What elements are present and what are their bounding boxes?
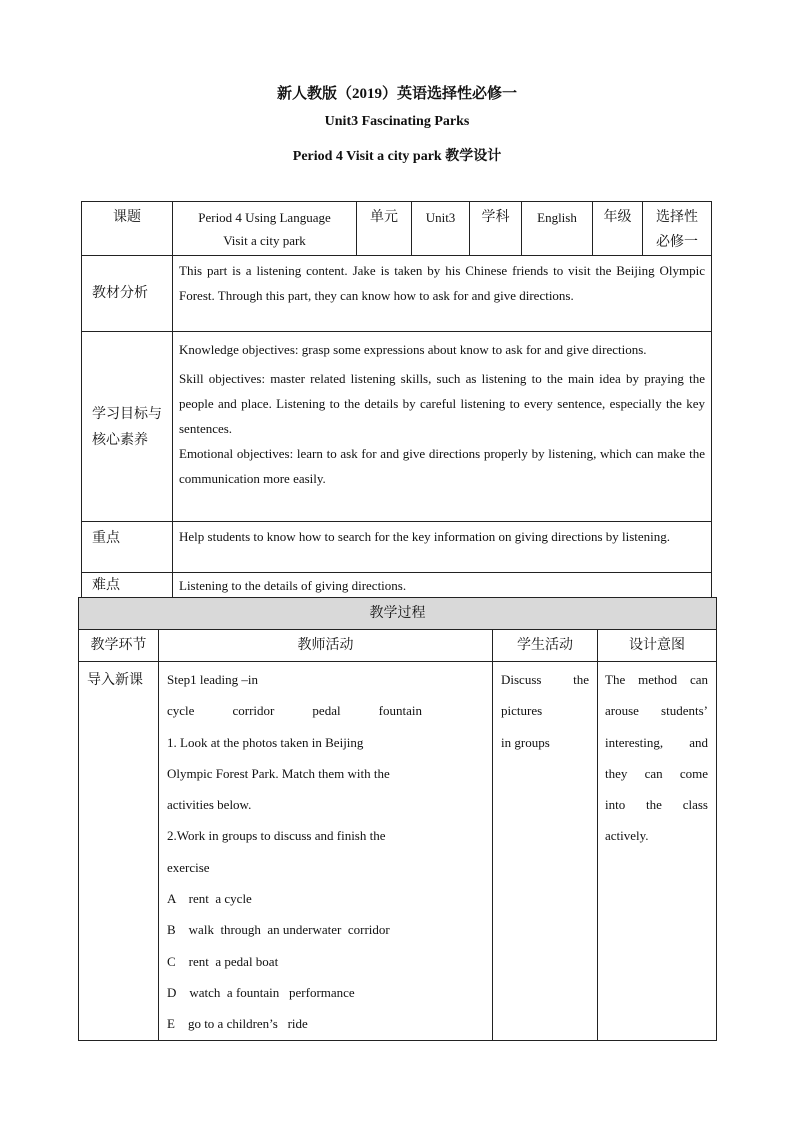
objectives-label: 学习目标与核心素养 [82, 332, 173, 522]
grade-line2: 必修一 [656, 234, 698, 250]
col-design: 设计意图 [598, 630, 717, 662]
option-a: A rent a cycle [167, 891, 252, 907]
topic-line2: Visit a city park [223, 233, 306, 248]
teaching-process-table [78, 597, 717, 1041]
key-text: Help students to know how to search for the key information on giving directions by listening. [173, 522, 712, 573]
word-fountain: fountain [378, 703, 422, 719]
design-line5: into the class [605, 797, 708, 813]
objectives-knowledge: Knowledge objectives: grasp some expressions about know to ask for and give directions. [179, 342, 647, 357]
grade-label: 年级 [593, 202, 643, 256]
key-row [82, 522, 712, 573]
difficult-text: Listening to the details of giving directions. [173, 573, 712, 601]
key-label: 重点 [82, 522, 173, 573]
teacher-step: Step1 leading –in [167, 672, 258, 687]
objectives-text [173, 332, 712, 522]
design-line2: arouse students’ [605, 703, 708, 719]
design-line3: interesting, and [605, 734, 708, 750]
process-header: 教学过程 [79, 598, 717, 630]
unit-value: Unit3 [412, 202, 470, 256]
option-b: B walk through an underwater corridor [167, 922, 390, 938]
col-stage: 教学环节 [79, 630, 159, 662]
analysis-row [82, 256, 712, 332]
teacher-q2-line1: 2.Work in groups to discuss and finish the [167, 828, 386, 844]
topic-label: 课题 [82, 202, 173, 256]
difficult-label: 难点 [82, 573, 173, 601]
lesson-info-table [81, 201, 712, 601]
word-corridor: corridor [232, 703, 275, 719]
word-cycle: cycle [167, 703, 195, 719]
period-title: Period 4 Visit a city park 教学设计 [292, 149, 502, 164]
objectives-emotional: Emotional objectives: learn to ask for and give directions properly by listening, which can make the communication more easily. [179, 446, 705, 486]
process-header-row [79, 598, 717, 630]
grade-line1: 选择性 [656, 209, 698, 225]
teacher-q1-line2: Olympic Forest Park. Match them with the [167, 765, 390, 781]
objectives-row [82, 332, 712, 522]
unit-title: Unit3 Fascinating Parks [324, 114, 470, 129]
teacher-q1-line3: activities below. [167, 797, 252, 813]
design-line1: The method can [605, 672, 708, 687]
subject-value: English [522, 202, 593, 256]
topic-line1: Period 4 Using Language [198, 210, 331, 225]
teacher-activity-cell [159, 662, 493, 1041]
document-title: 新人教版（2019）英语选择性必修一 [276, 86, 517, 102]
analysis-text: This part is a listening content. Jake is taken by his Chinese friends to visit the Beijing Olympic Forest. Through this part, they can know how to ask for and give directions. [173, 256, 712, 332]
teacher-words [167, 695, 422, 726]
grade-value [643, 202, 712, 256]
student-line2: pictures [501, 703, 543, 719]
process-column-row [79, 630, 717, 662]
design-intent-cell [598, 662, 717, 1041]
option-c: C rent a pedal boat [167, 953, 279, 969]
col-student: 学生活动 [493, 630, 598, 662]
unit-label: 单元 [357, 202, 412, 256]
student-activity-cell [493, 662, 598, 1041]
objectives-skill: Skill objectives: master related listening skills, such as listening to the main idea by praying the people and place. Listening to the details by careful listening to every sentence, especially the key sentences. [179, 371, 705, 436]
subject-label: 学科 [470, 202, 522, 256]
student-line3: in groups [501, 734, 550, 750]
design-line4: they can come [605, 765, 708, 781]
process-row-lead-in [79, 662, 717, 1041]
option-e: E go to a children’s ride [167, 1016, 308, 1032]
col-teacher: 教师活动 [159, 630, 493, 662]
option-d: D watch a fountain performance [167, 984, 355, 1000]
topic-value [173, 202, 357, 256]
teacher-q2-line2: exercise [167, 859, 210, 875]
design-line6: actively. [605, 828, 649, 844]
topic-row [82, 202, 712, 256]
teacher-q1-line1: 1. Look at the photos taken in Beijing [167, 734, 364, 750]
word-pedal: pedal [312, 703, 341, 719]
student-line1: Discuss the [501, 672, 589, 687]
analysis-label: 教材分析 [82, 256, 173, 332]
stage-cell: 导入新课 [79, 662, 159, 1041]
